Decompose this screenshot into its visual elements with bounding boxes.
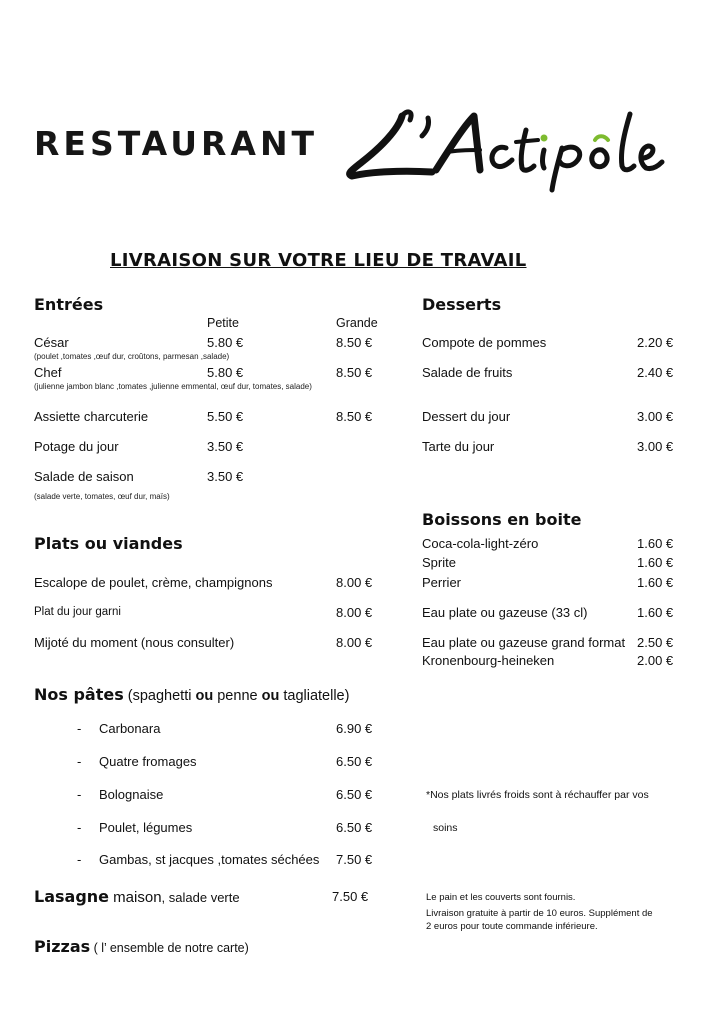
menu-item-price: 1.60 € — [637, 605, 674, 620]
menu-item-name: Mijoté du moment (nous consulter) — [34, 635, 235, 650]
menu-item-name: Coca-cola-light-zéro — [422, 536, 539, 551]
menu-item-name: Dessert du jour — [422, 409, 511, 424]
bread-note: Le pain et les couverts sont fournis. — [426, 892, 576, 903]
menu-item-name: Kronenbourg-heineken — [422, 653, 555, 668]
lasagne-suffix: , salade verte — [161, 890, 240, 905]
menu-item-price: 3.50 € — [207, 439, 244, 454]
menu-item-price: 2.20 € — [637, 335, 674, 350]
menu-item-name: Compote de pommes — [422, 335, 547, 350]
pizzas-heading: Pizzas — [34, 937, 91, 956]
lasagne-heading-maison: maison — [109, 889, 162, 906]
menu-item-price: 8.50 € — [336, 409, 373, 424]
menu-item-price: 8.50 € — [336, 335, 373, 350]
delivery-note: Livraison gratuite à partir de 10 euros. Supplément de — [426, 908, 653, 919]
menu-item-name: Perrier — [422, 575, 462, 590]
list-bullet: - — [77, 721, 82, 736]
lasagne-line — [34, 887, 240, 906]
pates-subtitle-mid: penne — [213, 688, 262, 704]
brand-logo — [340, 100, 670, 195]
menu-item-price: 3.00 € — [637, 409, 674, 424]
delivery-note-2: 2 euros pour toute commande inférieure. — [426, 921, 598, 932]
pates-subtitle-open: (spaghetti — [123, 688, 196, 704]
entrees-heading: Entrées — [34, 295, 104, 314]
size-petite-label: Petite — [207, 316, 239, 330]
list-bullet: - — [77, 787, 82, 802]
pates-heading: Nos pâtes — [34, 685, 124, 704]
pates-or: ou — [195, 688, 214, 704]
menu-item-price: 8.50 € — [336, 365, 373, 380]
page-title: LIVRAISON SUR VOTRE LIEU DE TRAVAIL — [110, 250, 527, 271]
menu-item-price: 6.90 € — [336, 721, 373, 736]
menu-item-name: Plat du jour garni — [34, 606, 121, 618]
menu-item-name: Bolognaise — [99, 787, 164, 802]
menu-item-name: Tarte du jour — [422, 439, 495, 454]
menu-item-description: (poulet ,tomates ,œuf dur, croûtons, parmesan ,salade) — [34, 352, 230, 361]
list-bullet: - — [77, 754, 82, 769]
menu-item-name: Assiette charcuterie — [34, 409, 149, 424]
cold-dishes-note: *Nos plats livrés froids sont à réchauffer par vos — [426, 789, 649, 801]
menu-item-name: Salade de fruits — [422, 365, 513, 380]
menu-item-price: 3.00 € — [637, 439, 674, 454]
menu-item-price: 8.00 € — [336, 575, 373, 590]
menu-item-price: 6.50 € — [336, 754, 373, 769]
boissons-heading: Boissons en boite — [422, 510, 582, 529]
menu-item-price: 1.60 € — [637, 555, 674, 570]
menu-item-price: 2.00 € — [637, 653, 674, 668]
menu-item-name: Poulet, légumes — [99, 820, 193, 835]
restaurant-wordmark: RESTAURANT — [34, 124, 319, 163]
menu-item-name: Potage du jour — [34, 439, 119, 454]
lasagne-heading: Lasagne — [34, 887, 110, 906]
menu-item-name: Gambas, st jacques ,tomates séchées — [99, 852, 320, 867]
menu-item-name: Salade de saison — [34, 469, 134, 484]
menu-item-name: Eau plate ou gazeuse grand format — [422, 635, 626, 650]
menu-item-description: (salade verte, tomates, œuf dur, maïs) — [34, 492, 170, 501]
pizzas-suffix: ( l’ ensemble de notre carte) — [90, 941, 249, 955]
pizzas-line — [34, 937, 249, 956]
menu-item-name: César — [34, 335, 69, 350]
menu-item-name: Escalope de poulet, crème, champignons — [34, 575, 273, 590]
menu-item-description: (julienne jambon blanc ,tomates ,julienne emmental, œuf dur, tomates, salade) — [34, 382, 312, 391]
menu-item-price: 6.50 € — [336, 787, 373, 802]
menu-item-price: 2.50 € — [637, 635, 674, 650]
menu-item-price: 5.80 € — [207, 365, 244, 380]
brand-logo-script — [340, 100, 670, 195]
menu-item-price: 5.50 € — [207, 409, 244, 424]
pates-subtitle-close: tagliatelle) — [279, 688, 350, 704]
menu-item-price: 1.60 € — [637, 536, 674, 551]
menu-item-name: Carbonara — [99, 721, 161, 736]
menu-item-name: Chef — [34, 365, 62, 380]
menu-item-name: Sprite — [422, 555, 456, 570]
menu-item-price: 5.80 € — [207, 335, 244, 350]
menu-item-price: 1.60 € — [637, 575, 674, 590]
menu-item-price: 8.00 € — [336, 635, 373, 650]
cold-dishes-note-2: soins — [433, 822, 458, 834]
menu-item-price: 6.50 € — [336, 820, 373, 835]
list-bullet: - — [77, 820, 82, 835]
plats-heading: Plats ou viandes — [34, 534, 183, 553]
menu-item-price: 7.50 € — [336, 852, 373, 867]
menu-item-price: 2.40 € — [637, 365, 674, 380]
menu-item-name: Eau plate ou gazeuse (33 cl) — [422, 605, 588, 620]
pates-heading-line — [34, 685, 349, 704]
menu-item-name: Quatre fromages — [99, 754, 197, 769]
size-grande-label: Grande — [336, 316, 378, 330]
desserts-heading: Desserts — [422, 295, 502, 314]
menu-item-price: 8.00 € — [336, 605, 373, 620]
pates-or: ou — [261, 688, 280, 704]
menu-item-price: 3.50 € — [207, 469, 244, 484]
menu-item-price: 7.50 € — [332, 889, 369, 904]
list-bullet: - — [77, 852, 82, 867]
